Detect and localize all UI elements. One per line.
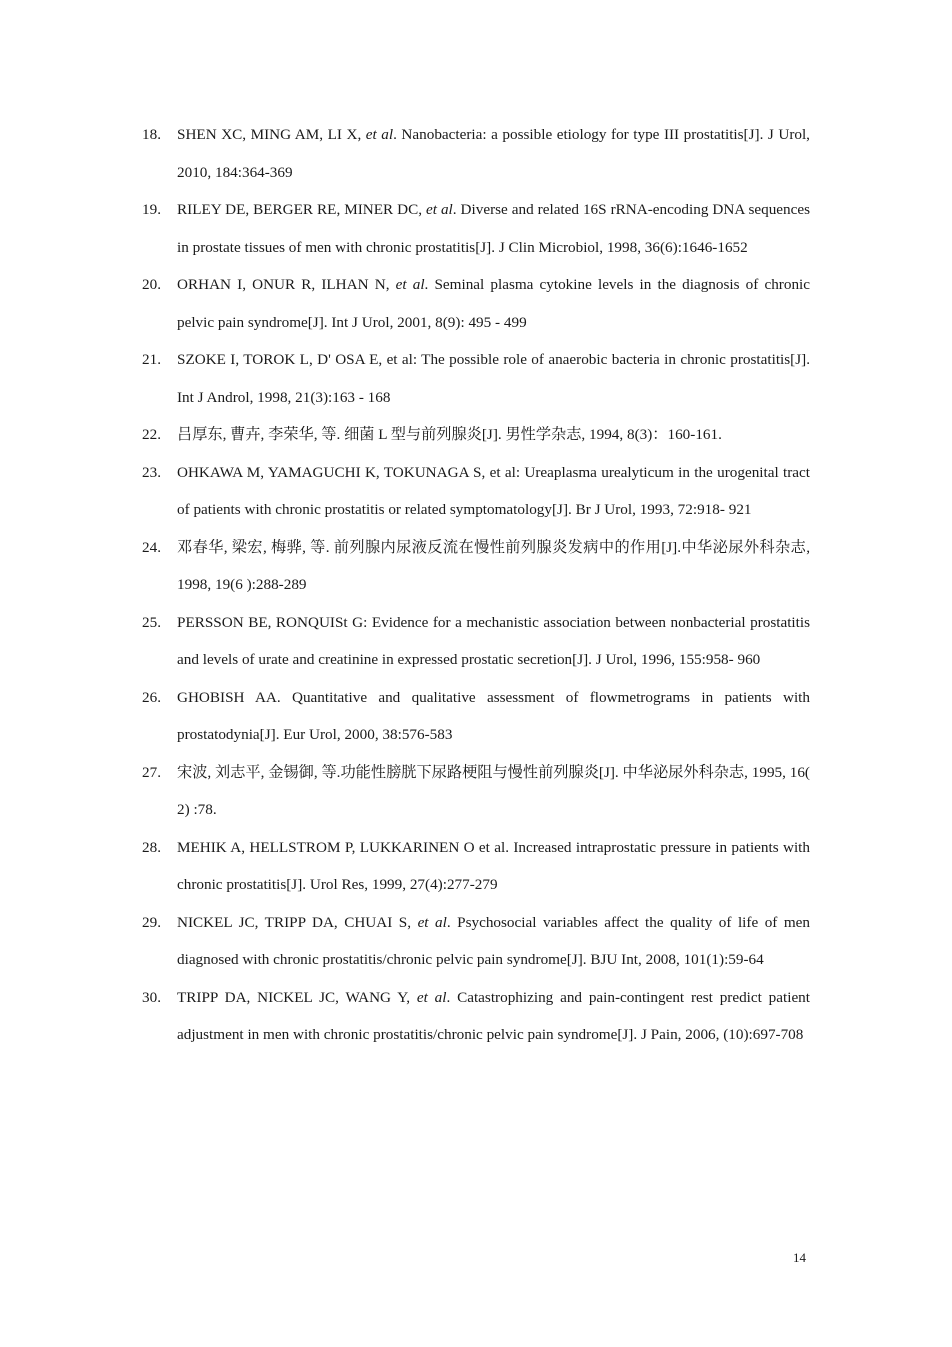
reference-text: NICKEL JC, TRIPP DA, CHUAI S, xyxy=(177,913,418,931)
reference-et-al: et al xyxy=(416,988,447,1006)
reference-text-rest: . Psychosocial variables affect the quality of life of men diagnosed with chronic prostatitis/chronic pelvic pain syndrome[J]. BJU Int, 2008, 101(1):59-64 xyxy=(177,913,810,968)
reference-text: ORHAN I, ONUR R, ILHAN N, xyxy=(177,276,396,293)
reference-text-rest: . Diverse and related 16S rRNA-encoding DNA sequences in prostate tissues of men with chronic prostatitis[J]. J Clin Microbiol, 1998, 36(6):1646-1652 xyxy=(177,201,811,256)
reference-item xyxy=(142,191,810,266)
reference-et-al: et al xyxy=(426,201,453,218)
reference-number: 28. xyxy=(142,838,161,856)
reference-number: 19. xyxy=(142,201,161,218)
reference-number: 27. xyxy=(142,763,161,781)
reference-number: 25. xyxy=(142,613,161,631)
reference-text-rest: . Nanobacteria: a possible etiology for type III prostatitis[J]. J Urol, 2010, 184:364-369 xyxy=(177,126,810,181)
reference-text: SZOKE I, TOROK L, D' OSA E, et al: The possible role of anaerobic bacteria in chronic prostatitis[J]. Int J Androl, 1998, 21(3):163 - 168 xyxy=(177,351,810,406)
reference-et-al: et al xyxy=(395,276,425,293)
reference-item xyxy=(142,829,810,904)
reference-item xyxy=(142,454,810,529)
reference-et-al: et al xyxy=(365,126,394,143)
reference-list xyxy=(142,116,810,1054)
reference-item xyxy=(142,979,810,1054)
reference-number: 18. xyxy=(142,126,161,143)
reference-text: 吕厚东, 曹卉, 李荣华, 等. 细菌 L 型与前列腺炎[J]. 男性学杂志, 1994, 8(3)：160-161. xyxy=(177,426,722,443)
reference-item xyxy=(142,604,810,679)
reference-text: PERSSON BE, RONQUISt G: Evidence for a mechanistic association between nonbacterial prostatitis and levels of urate and creatinine in expressed prostatic secretion[J]. J Urol, 1996, 155:958- 960 xyxy=(177,613,810,668)
reference-number: 24. xyxy=(142,538,161,556)
reference-number: 21. xyxy=(142,351,161,368)
reference-item xyxy=(142,904,810,979)
reference-item xyxy=(142,754,810,829)
page-number: 14 xyxy=(793,1250,806,1265)
reference-text: OHKAWA M, YAMAGUCHI K, TOKUNAGA S, et al: Ureaplasma urealyticum in the urogenital tract of patients with chronic prostatitis or related symptomatology[J]. Br J Urol, 1993, 72:918- 921 xyxy=(177,463,810,518)
reference-text: GHOBISH AA. Quantitative and qualitative assessment of flowmetrograms in patients with prostatodynia[J]. Eur Urol, 2000, 38:576-583 xyxy=(177,688,810,743)
reference-item xyxy=(142,529,810,604)
reference-text: 邓春华, 梁宏, 梅骅, 等. 前列腺内尿液反流在慢性前列腺炎发病中的作用[J].中华泌尿外科杂志, 1998, 19(6 ):288-289 xyxy=(177,538,810,593)
reference-text: 宋波, 刘志平, 金锡御, 等.功能性膀胱下尿路梗阻与慢性前列腺炎[J]. 中华泌尿外科杂志, 1995, 16( 2) :78. xyxy=(177,763,810,818)
reference-text-rest: . Catastrophizing and pain-contingent rest predict patient adjustment in men with chronic prostatitis/chronic pelvic pain syndrome[J]. J Pain, 2006, (10):697-708 xyxy=(177,988,810,1043)
reference-item xyxy=(142,116,810,191)
reference-item xyxy=(142,266,810,341)
reference-et-al: et al xyxy=(417,913,447,931)
reference-number: 29. xyxy=(142,913,161,931)
reference-number: 30. xyxy=(142,988,161,1006)
reference-item xyxy=(142,341,810,416)
reference-number: 26. xyxy=(142,688,161,706)
reference-number: 22. xyxy=(142,426,161,443)
reference-item xyxy=(142,416,810,454)
reference-item xyxy=(142,679,810,754)
reference-text: RILEY DE, BERGER RE, MINER DC, xyxy=(177,201,427,218)
reference-text: MEHIK A, HELLSTROM P, LUKKARINEN O et al. Increased intraprostatic pressure in patients with chronic prostatitis[J]. Urol Res, 1999, 27(4):277-279 xyxy=(177,838,810,893)
reference-text-rest: . Seminal plasma cytokine levels in the diagnosis of chronic pelvic pain syndrome[J]. Int J Urol, 2001, 8(9): 495 - 499 xyxy=(177,276,810,331)
reference-number: 20. xyxy=(142,276,161,293)
reference-number: 23. xyxy=(142,463,161,481)
reference-text: TRIPP DA, NICKEL JC, WANG Y, xyxy=(177,988,417,1006)
reference-text: SHEN XC, MING AM, LI X, xyxy=(177,126,366,143)
